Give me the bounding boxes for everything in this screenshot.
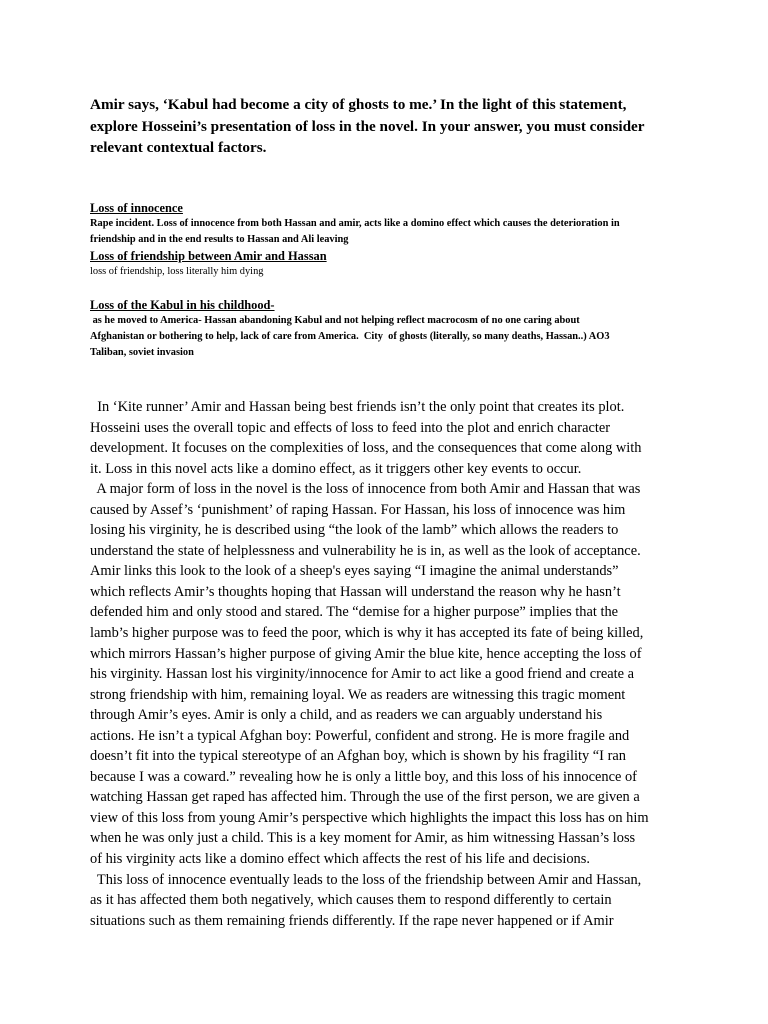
note-line: friendship and in the end results to Hassan and Ali leaving <box>90 234 349 245</box>
note-line: Rape incident. Loss of innocence from both Hassan and amir, acts like a domino effect which causes the deterioration in <box>90 218 620 229</box>
essay-line: watching Hassan get raped has affected him. Through the use of the first person, we are given a <box>90 789 640 806</box>
essay-line: In ‘Kite runner’ Amir and Hassan being best friends isn’t the only point that creates its plot. <box>90 399 625 415</box>
essay-line: his virginity. Hassan lost his virginity/innocence for Amir to act like a good friend and create a <box>90 666 635 683</box>
essay-line: of his virginity acts like a domino effect which affects the rest of his life and decisions. <box>90 851 590 868</box>
essay-line: it. Loss in this novel acts like a domino effect, as it triggers other key events to occur. <box>90 460 582 477</box>
essay-line: through Amir’s eyes. Amir is only a child, and as readers we can arguably understand his <box>90 707 603 724</box>
essay-line: strong friendship with him, remaining loyal. We as readers are witnessing this tragic moment <box>90 686 626 703</box>
note-line: Taliban, soviet invasion <box>90 347 194 358</box>
essay-line: Amir links this look to the look of a sheep's eyes saying “I imagine the animal understands” <box>90 563 619 580</box>
notes-heading-friendship: Loss of friendship between Amir and Hassan <box>90 249 327 263</box>
essay-line: defended him and only stood and stared. The “demise for a higher purpose” implies that the <box>90 604 619 621</box>
essay-line: losing his virginity, he is described using “the look of the lamb” which allows the readers to <box>90 522 619 539</box>
essay-line: understand the state of helplessness and vulnerability he is in, as well as the look of acceptance. <box>90 542 641 559</box>
essay-body <box>90 397 690 931</box>
essay-line: because I was a coward.” revealing how he is only a little boy, and this loss of his innocence of <box>90 768 637 785</box>
question-line: explore Hosseini’s presentation of loss in the novel. In your answer, you must consider <box>90 117 645 135</box>
essay-line: actions. He isn’t a typical Afghan boy: Powerful, confident and strong. He is more fragile and <box>90 727 630 744</box>
notes-heading-innocence: Loss of innocence <box>90 201 183 215</box>
essay-line: as it has affected them both negatively, which causes them to respond differently to certain <box>90 892 612 909</box>
essay-question <box>90 94 690 159</box>
essay-line: lamb’s higher purpose was to feed the poor, which is why it has accepted its fate of being killed, <box>90 625 644 642</box>
essay-line: caused by Assef’s ‘punishment’ of raping Hassan. For Hassan, his loss of innocence was him <box>90 501 626 518</box>
spacer <box>90 280 690 297</box>
essay-line: which mirrors Hassan’s higher purpose of giving Amir the blue kite, hence accepting the loss of <box>90 645 642 662</box>
essay-line: This loss of innocence eventually leads to the loss of the friendship between Amir and Hassan, <box>90 871 642 888</box>
essay-line: situations such as them remaining friends differently. If the rape never happened or if Amir <box>90 912 614 929</box>
planning-notes <box>90 200 690 361</box>
question-line: Amir says, ‘Kabul had become a city of ghosts to me.’ In the light of this statement, <box>90 96 627 113</box>
question-line: relevant contextual factors. <box>90 139 267 156</box>
essay-line: development. It focuses on the complexities of loss, and the consequences that come along with <box>90 440 642 457</box>
notes-heading-kabul: Loss of the Kabul in his childhood- <box>90 298 275 312</box>
note-line: loss of friendship, loss literally him dying <box>90 266 264 277</box>
essay-line: when he was only just a child. This is a key moment for Amir, as him witnessing Hassan’s loss <box>90 830 636 847</box>
essay-line: A major form of loss in the novel is the loss of innocence from both Amir and Hassan that was <box>90 481 641 498</box>
essay-line: doesn’t fit into the typical stereotype of an Afghan boy, which is shown by his fragility “I ran <box>90 748 626 765</box>
note-line: Afghanistan or bothering to help, lack of care from America. City of ghosts (literally, so many deaths, Hassan..) AO3 <box>90 331 610 342</box>
essay-line: view of this loss from young Amir’s perspective which highlights the impact this loss has on him <box>90 809 649 826</box>
essay-line: which reflects Amir’s thoughts hoping that Hassan will understand the reason why he hasn’t <box>90 583 621 600</box>
note-line: as he moved to America- Hassan abandoning Kabul and not helping reflect macrocosm of no one caring about <box>90 315 580 326</box>
essay-line: Hosseini uses the overall topic and effects of loss to feed into the plot and enrich character <box>90 419 611 436</box>
